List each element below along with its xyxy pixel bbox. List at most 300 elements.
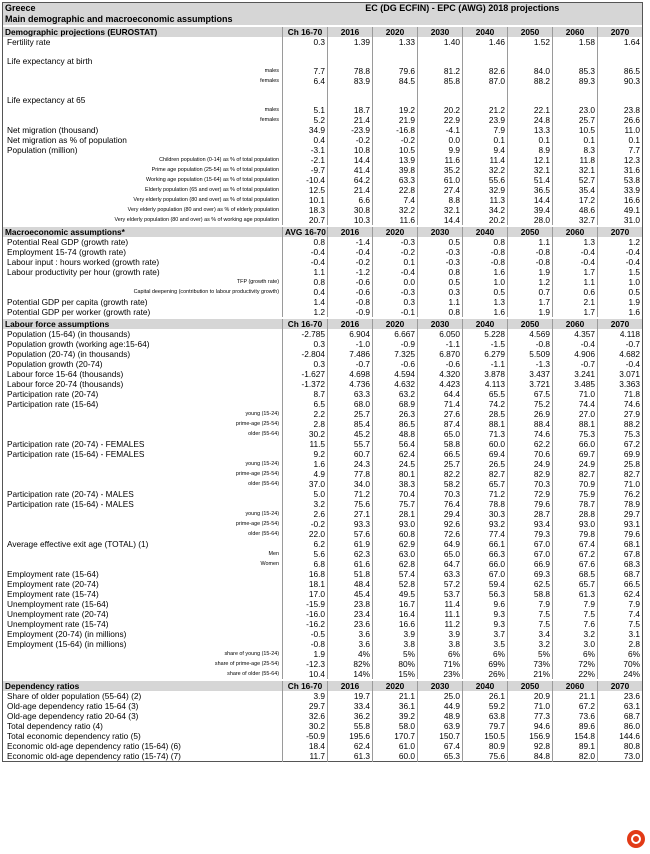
row-label: Net migration (thousand): [7, 125, 99, 135]
table-cell: 1.2: [508, 277, 553, 287]
table-cell: 22%: [553, 669, 598, 679]
row-label: Labour force 20-74 (thousands): [7, 379, 124, 389]
table-cell: 68.0: [328, 399, 373, 409]
table-cell: 78.8: [463, 499, 508, 509]
table-cell: 37.0: [283, 479, 328, 489]
table-cell: 56.3: [463, 589, 508, 599]
table-cell: -1.1: [418, 339, 463, 349]
column-header: AVG 16-70: [283, 227, 328, 237]
table-cell: 74.2: [463, 399, 508, 409]
table-cell: 77.4: [463, 529, 508, 539]
table-cell: 0.7: [508, 287, 553, 297]
row-label: Population (million): [7, 145, 78, 155]
table-cell: 68.7: [598, 569, 643, 579]
table-cell: 63.8: [463, 711, 508, 721]
table-cell: 9.9: [418, 145, 463, 155]
table-cell: 6.2: [283, 539, 328, 549]
table-cell: 23.0: [553, 105, 598, 115]
table-cell: 35.2: [418, 165, 463, 175]
table-cell: 0.3: [418, 287, 463, 297]
row-label: Population growth (20-74): [7, 359, 103, 369]
row-label: Labour input : hours worked (growth rate): [7, 257, 160, 267]
table-cell: 67.2: [553, 549, 598, 559]
table-cell: -2.1: [283, 155, 328, 165]
table-cell: 69%: [463, 659, 508, 669]
table-cell: 60.8: [373, 529, 418, 539]
table-cell: 28.7: [508, 509, 553, 519]
table-cell: 1.3: [553, 237, 598, 247]
table-cell: 41.4: [328, 165, 373, 175]
table-cell: 7.5: [508, 609, 553, 619]
table-cell: 27.4: [418, 185, 463, 195]
table-cell: 27.0: [553, 409, 598, 419]
table-cell: 1.1: [283, 267, 328, 277]
table-cell: 63.9: [418, 721, 463, 731]
table-row: [3, 619, 643, 629]
table-cell: 0.0: [418, 135, 463, 145]
row-label: Fertility rate: [7, 37, 51, 47]
table-row: [3, 185, 643, 195]
country-label: Greece: [3, 3, 283, 15]
table-cell: 3.6: [328, 639, 373, 649]
table-cell: -0.8: [463, 247, 508, 257]
row-label: Life expectancy at birth: [7, 56, 93, 66]
report-sheet: [2, 2, 642, 762]
table-cell: 0.5: [418, 277, 463, 287]
table-row: [3, 135, 643, 145]
table-row: [3, 669, 643, 679]
table-cell: 75.2: [508, 399, 553, 409]
table-row: [3, 649, 643, 659]
table-cell: 21.9: [373, 115, 418, 125]
row-label: older (55-64): [248, 481, 279, 487]
table-cell: -0.2: [283, 519, 328, 529]
table-cell: 14.4: [328, 155, 373, 165]
table-cell: 1.58: [553, 37, 598, 47]
table-cell: 1.5: [598, 267, 643, 277]
table-cell: -0.6: [418, 359, 463, 369]
table-cell: [373, 86, 418, 105]
table-cell: 16.7: [373, 599, 418, 609]
table-cell: 92.6: [418, 519, 463, 529]
table-cell: 82%: [328, 659, 373, 669]
table-cell: 30.2: [283, 721, 328, 731]
main-title: Main demographic and macroeconomic assumptions: [3, 14, 643, 25]
table-cell: -0.8: [283, 639, 328, 649]
table-cell: 10.4: [283, 669, 328, 679]
table-cell: 5.228: [463, 329, 508, 339]
column-header: 2020: [373, 27, 418, 37]
table-cell: 0.6: [553, 287, 598, 297]
table-cell: [508, 86, 553, 105]
table-cell: 89.1: [553, 741, 598, 751]
table-cell: 93.0: [553, 519, 598, 529]
table-cell: -0.2: [373, 247, 418, 257]
row-label: young (15-24): [245, 411, 279, 417]
section-header-row: [3, 681, 643, 691]
table-cell: 4.906: [553, 349, 598, 359]
section-header-row: [3, 319, 643, 329]
table-row: [3, 175, 643, 185]
table-row: [3, 429, 643, 439]
row-label: young (15-24): [245, 461, 279, 467]
projection-source-label: EC (DG ECFIN) - EPC (AWG) 2018 projections: [283, 3, 643, 15]
table-cell: 7.9: [598, 599, 643, 609]
table-cell: 11.4: [418, 599, 463, 609]
table-cell: 32.1: [508, 165, 553, 175]
table-cell: 58.8: [508, 589, 553, 599]
table-row: [3, 257, 643, 267]
table-cell: 71%: [418, 659, 463, 669]
column-header: 2070: [598, 27, 643, 37]
row-label: Potential GDP per worker (growth rate): [7, 307, 151, 317]
table-cell: 0.8: [418, 307, 463, 317]
table-cell: 79.6: [373, 66, 418, 76]
table-cell: 3.363: [598, 379, 643, 389]
table-cell: 68.1: [598, 539, 643, 549]
table-cell: 4.632: [373, 379, 418, 389]
table-cell: [418, 47, 463, 66]
table-cell: 3.8: [418, 639, 463, 649]
table-cell: 36.1: [373, 701, 418, 711]
table-cell: -0.4: [553, 257, 598, 267]
table-cell: 3.6: [328, 629, 373, 639]
table-cell: -15.9: [283, 599, 328, 609]
table-cell: 5%: [373, 649, 418, 659]
table-cell: 1.52: [508, 37, 553, 47]
table-cell: -0.6: [373, 359, 418, 369]
column-header: 2040: [463, 319, 508, 329]
table-cell: 11.6: [373, 215, 418, 225]
table-cell: 62.5: [508, 579, 553, 589]
table-cell: 85.4: [328, 419, 373, 429]
table-cell: [328, 86, 373, 105]
table-row: [3, 215, 643, 225]
table-cell: 1.1: [553, 277, 598, 287]
table-cell: -1.0: [328, 339, 373, 349]
table-cell: 5.1: [283, 105, 328, 115]
row-label: Old-age dependency ratio 15-64 (3): [7, 701, 139, 711]
table-cell: 4.357: [553, 329, 598, 339]
table-cell: 75.6: [328, 499, 373, 509]
table-cell: 1.2: [283, 307, 328, 317]
table-cell: -0.4: [283, 257, 328, 267]
table-cell: 24.8: [508, 115, 553, 125]
table-cell: 88.4: [508, 419, 553, 429]
column-header: 2016: [328, 319, 373, 329]
table-cell: 21.4: [328, 185, 373, 195]
table-cell: 21.2: [463, 105, 508, 115]
table-cell: 32.2: [373, 205, 418, 215]
row-label: Share of older population (55-64) (2): [7, 691, 142, 701]
table-cell: 79.3: [508, 529, 553, 539]
table-cell: 7.325: [373, 349, 418, 359]
table-cell: 70%: [598, 659, 643, 669]
table-cell: 62.4: [598, 589, 643, 599]
table-cell: -0.7: [553, 359, 598, 369]
table-cell: 79.6: [598, 529, 643, 539]
table-cell: -0.5: [283, 629, 328, 639]
table-row: [3, 297, 643, 307]
table-cell: 1.6: [463, 307, 508, 317]
row-label: share of prime-age (25-54): [214, 661, 279, 667]
table-cell: 7.9: [508, 599, 553, 609]
table-cell: 86.5: [598, 66, 643, 76]
table-cell: 62.3: [328, 549, 373, 559]
table-cell: 65.5: [463, 389, 508, 399]
table-cell: 25.7: [553, 115, 598, 125]
table-cell: 64.7: [418, 559, 463, 569]
table-cell: 0.3: [283, 339, 328, 349]
table-cell: 81.2: [418, 66, 463, 76]
table-cell: 11.1: [418, 609, 463, 619]
table-row: [3, 277, 643, 287]
row-label: Participation rate (15-64): [7, 399, 99, 409]
table-cell: 1.6: [463, 267, 508, 277]
header-row: [3, 3, 643, 15]
table-cell: -0.4: [598, 247, 643, 257]
table-cell: 82.6: [463, 66, 508, 76]
section-title: Dependency ratios: [3, 681, 283, 691]
column-header: 2060: [553, 227, 598, 237]
row-label: Unemployment rate (20-74): [7, 609, 109, 619]
table-cell: 53.7: [418, 589, 463, 599]
table-cell: -0.4: [328, 247, 373, 257]
table-cell: 92.8: [508, 741, 553, 751]
table-cell: 84.0: [508, 66, 553, 76]
row-label: Unemployment rate (15-74): [7, 619, 109, 629]
column-header: 2020: [373, 681, 418, 691]
table-cell: 28.0: [508, 215, 553, 225]
table-cell: 34.9: [283, 125, 328, 135]
table-cell: 70.9: [553, 479, 598, 489]
table-cell: -0.4: [598, 257, 643, 267]
table-cell: 32.7: [553, 215, 598, 225]
table-cell: 44.9: [418, 701, 463, 711]
table-cell: 26.3: [373, 409, 418, 419]
table-cell: 0.1: [463, 135, 508, 145]
column-header: 2050: [508, 27, 553, 37]
table-cell: 4%: [328, 649, 373, 659]
table-cell: 93.3: [328, 519, 373, 529]
row-label: Men: [268, 551, 279, 557]
table-cell: 1.7: [553, 267, 598, 277]
table-cell: 70.4: [373, 489, 418, 499]
table-cell: 15%: [373, 669, 418, 679]
table-cell: [418, 86, 463, 105]
table-cell: 1.33: [373, 37, 418, 47]
table-row: [3, 237, 643, 247]
table-cell: 3.9: [373, 629, 418, 639]
table-cell: 59.4: [463, 579, 508, 589]
table-cell: 8.9: [508, 145, 553, 155]
table-cell: 71.0: [508, 701, 553, 711]
table-cell: 18.1: [283, 579, 328, 589]
table-cell: -0.6: [328, 287, 373, 297]
row-label: Employment 15-74 (growth rate): [7, 247, 126, 257]
table-cell: [283, 86, 328, 105]
row-label: Capital deepening (contribution to labour productivity growth): [133, 289, 279, 295]
table-cell: 0.1: [508, 135, 553, 145]
column-header: 2040: [463, 27, 508, 37]
assumptions-table: [2, 2, 643, 762]
table-row: [3, 691, 643, 701]
table-cell: -0.8: [508, 257, 553, 267]
table-row: [3, 639, 643, 649]
table-cell: 25.7: [328, 409, 373, 419]
table-cell: 1.1: [508, 237, 553, 247]
table-cell: 3.4: [508, 629, 553, 639]
table-cell: 3.5: [463, 639, 508, 649]
column-header: 2060: [553, 27, 598, 37]
table-cell: 28.1: [373, 509, 418, 519]
table-row: [3, 145, 643, 155]
table-cell: 20.9: [508, 691, 553, 701]
table-cell: [463, 47, 508, 66]
table-cell: 74.6: [598, 399, 643, 409]
table-cell: 75.6: [463, 751, 508, 762]
table-row: [3, 539, 643, 549]
table-cell: 88.2: [598, 419, 643, 429]
table-cell: 5.2: [283, 115, 328, 125]
table-cell: 59.2: [463, 701, 508, 711]
table-cell: 39.8: [373, 165, 418, 175]
table-cell: 52.8: [373, 579, 418, 589]
column-header: 2040: [463, 227, 508, 237]
table-cell: 0.8: [463, 237, 508, 247]
table-cell: 22.1: [508, 105, 553, 115]
table-cell: 87.0: [463, 76, 508, 86]
table-row: [3, 609, 643, 619]
table-cell: 93.2: [463, 519, 508, 529]
table-cell: 9.4: [463, 145, 508, 155]
table-cell: 70.6: [508, 449, 553, 459]
table-cell: 67.4: [553, 539, 598, 549]
table-cell: 39.2: [373, 711, 418, 721]
table-cell: -0.3: [418, 247, 463, 257]
table-cell: 7.6: [553, 619, 598, 629]
table-cell: 61.6: [328, 559, 373, 569]
row-label: Children population (0-14) as % of total population: [159, 157, 279, 163]
table-cell: 69.4: [463, 449, 508, 459]
table-row: [3, 339, 643, 349]
table-cell: 71.3: [463, 429, 508, 439]
table-cell: 69.3: [508, 569, 553, 579]
table-cell: 60.7: [328, 449, 373, 459]
row-label: share of young (15-24): [224, 651, 279, 657]
row-label: Working age population (15-64) as % of total population: [146, 177, 279, 183]
table-cell: 1.7: [508, 297, 553, 307]
column-header: 2016: [328, 681, 373, 691]
table-cell: 14.4: [508, 195, 553, 205]
table-row: [3, 529, 643, 539]
row-label: Potential GDP per capita (growth rate): [7, 297, 148, 307]
table-cell: 32.1: [418, 205, 463, 215]
table-cell: 58.8: [418, 439, 463, 449]
table-cell: 0.8: [283, 237, 328, 247]
column-header: 2030: [418, 319, 463, 329]
table-cell: 6.279: [463, 349, 508, 359]
table-row: [3, 589, 643, 599]
table-cell: 79.8: [553, 529, 598, 539]
table-cell: 90.3: [598, 76, 643, 86]
table-cell: 2.6: [283, 509, 328, 519]
table-cell: 66.5: [418, 449, 463, 459]
table-cell: 3.2: [508, 639, 553, 649]
table-cell: -10.4: [283, 175, 328, 185]
table-cell: 150.7: [418, 731, 463, 741]
row-label: Labour force 15-64 (thousands): [7, 369, 124, 379]
table-cell: 21%: [508, 669, 553, 679]
table-row: [3, 329, 643, 339]
table-cell: 23.9: [463, 115, 508, 125]
table-cell: 63.3: [373, 175, 418, 185]
table-cell: 4.320: [418, 369, 463, 379]
table-row: [3, 105, 643, 115]
table-cell: 88.1: [553, 419, 598, 429]
table-cell: 17.0: [283, 589, 328, 599]
table-cell: 20.7: [283, 215, 328, 225]
table-row: [3, 579, 643, 589]
table-cell: 20.2: [463, 215, 508, 225]
table-cell: 32.9: [463, 185, 508, 195]
table-cell: 71.0: [553, 389, 598, 399]
table-cell: 18.7: [328, 105, 373, 115]
table-cell: 3.1: [598, 629, 643, 639]
table-cell: 24.9: [553, 459, 598, 469]
table-cell: 83.9: [328, 76, 373, 86]
table-cell: 25.7: [418, 459, 463, 469]
table-cell: 7.5: [598, 619, 643, 629]
row-label: Labour productivity per hour (growth rate): [7, 267, 160, 277]
table-cell: 82.7: [553, 469, 598, 479]
table-cell: 68.5: [553, 569, 598, 579]
table-cell: 76.2: [598, 489, 643, 499]
table-cell: 66.5: [598, 579, 643, 589]
table-cell: 53.8: [598, 175, 643, 185]
table-cell: 93.4: [508, 519, 553, 529]
table-cell: 34.0: [328, 479, 373, 489]
table-cell: 3.241: [553, 369, 598, 379]
table-cell: 86.0: [598, 721, 643, 731]
table-cell: 2.8: [598, 639, 643, 649]
table-cell: 12.3: [598, 155, 643, 165]
table-row: [3, 389, 643, 399]
table-cell: 93.1: [598, 519, 643, 529]
section-header-row: [3, 227, 643, 237]
table-cell: 11.7: [283, 751, 328, 762]
table-cell: 19.7: [328, 691, 373, 701]
table-cell: 144.6: [598, 731, 643, 741]
table-cell: 17.2: [553, 195, 598, 205]
table-cell: 4.9: [283, 469, 328, 479]
row-label: females: [260, 78, 279, 84]
table-row: [3, 479, 643, 489]
table-cell: 0.1: [553, 135, 598, 145]
table-cell: 64.9: [418, 539, 463, 549]
table-row: [3, 205, 643, 215]
table-cell: 67.0: [508, 539, 553, 549]
table-cell: 9.2: [283, 449, 328, 459]
table-cell: 79.7: [463, 721, 508, 731]
column-header: 2050: [508, 227, 553, 237]
table-cell: 49.5: [373, 589, 418, 599]
table-cell: 1.7: [553, 307, 598, 317]
table-cell: 82.9: [508, 469, 553, 479]
table-cell: 0.5: [463, 287, 508, 297]
table-cell: 66.9: [508, 559, 553, 569]
table-cell: 85.3: [553, 66, 598, 76]
